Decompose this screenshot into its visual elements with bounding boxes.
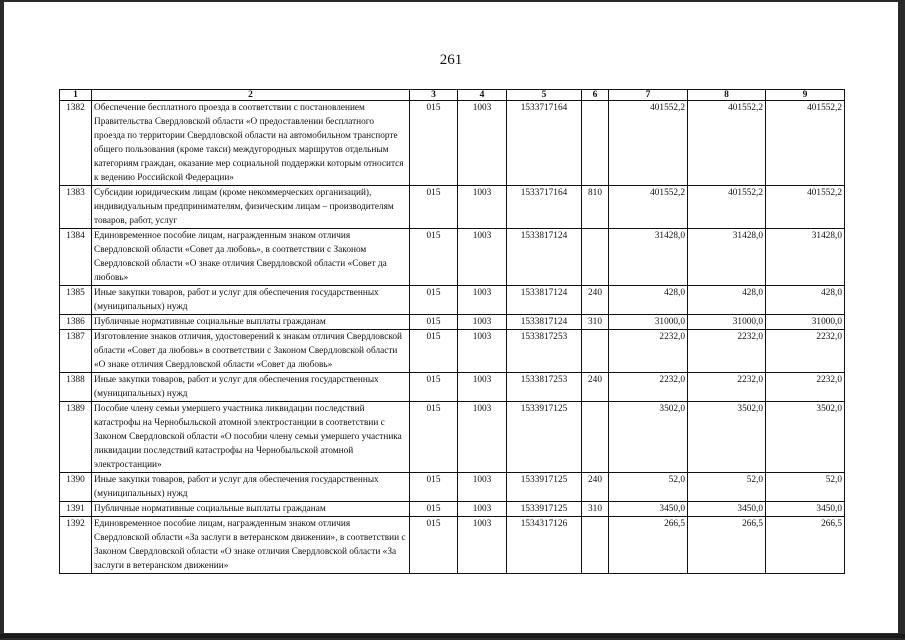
cell-col7: 2232,0 — [609, 373, 688, 402]
row-number: 1382 — [60, 101, 92, 186]
cell-col9: 52,0 — [766, 473, 845, 502]
row-description: Публичные нормативные социальные выплаты гражданам — [92, 315, 410, 330]
cell-col3: 015 — [410, 502, 458, 517]
cell-col6: 240 — [582, 286, 609, 315]
cell-col8: 52,0 — [688, 473, 766, 502]
cell-col8: 2232,0 — [688, 330, 766, 373]
cell-col7: 428,0 — [609, 286, 688, 315]
row-number: 1384 — [60, 229, 92, 286]
cell-col6 — [582, 517, 609, 574]
row-number: 1390 — [60, 473, 92, 502]
cell-col7: 52,0 — [609, 473, 688, 502]
cell-col3: 015 — [410, 101, 458, 186]
cell-col5: 1533817124 — [507, 286, 582, 315]
cell-col5: 1534317126 — [507, 517, 582, 574]
cell-col7: 401552,2 — [609, 101, 688, 186]
table-row — [60, 402, 845, 473]
row-description: Изготовление знаков отличия, удостоверений к знакам отличия Свердловской области «Совет да любовь» в соответствии с Законом Свердловской области «О знаке отличия Свердловской области «Совет да любовь» — [92, 330, 410, 373]
cell-col9: 3502,0 — [766, 402, 845, 473]
cell-col9: 401552,2 — [766, 186, 845, 229]
cell-col9: 266,5 — [766, 517, 845, 574]
cell-col5: 1533817253 — [507, 373, 582, 402]
row-number: 1388 — [60, 373, 92, 402]
cell-col3: 015 — [410, 517, 458, 574]
page-number: 261 — [439, 52, 463, 68]
table-row — [60, 502, 845, 517]
cell-col7: 31428,0 — [609, 229, 688, 286]
row-number: 1385 — [60, 286, 92, 315]
cell-col3: 015 — [410, 330, 458, 373]
row-number: 1392 — [60, 517, 92, 574]
cell-col9: 31428,0 — [766, 229, 845, 286]
cell-col7: 31000,0 — [609, 315, 688, 330]
cell-col4: 1003 — [458, 402, 507, 473]
cell-col7: 2232,0 — [609, 330, 688, 373]
cell-col4: 1003 — [458, 373, 507, 402]
column-header: 4 — [458, 90, 507, 101]
table-row — [60, 330, 845, 373]
cell-col4: 1003 — [458, 286, 507, 315]
row-description: Иные закупки товаров, работ и услуг для обеспечения государственных (муниципальных) нужд — [92, 286, 410, 315]
cell-col5: 1533917125 — [507, 402, 582, 473]
cell-col6: 240 — [582, 473, 609, 502]
column-header: 9 — [766, 90, 845, 101]
row-description: Иные закупки товаров, работ и услуг для обеспечения государственных (муниципальных) нужд — [92, 373, 410, 402]
cell-col7: 3450,0 — [609, 502, 688, 517]
cell-col4: 1003 — [458, 101, 507, 186]
column-header: 8 — [688, 90, 766, 101]
cell-col4: 1003 — [458, 330, 507, 373]
cell-col6 — [582, 402, 609, 473]
row-description: Иные закупки товаров, работ и услуг для обеспечения государственных (муниципальных) нужд — [92, 473, 410, 502]
cell-col5: 1533717164 — [507, 186, 582, 229]
cell-col3: 015 — [410, 229, 458, 286]
cell-col6: 810 — [582, 186, 609, 229]
cell-col3: 015 — [410, 373, 458, 402]
scan-edge — [0, 634, 905, 638]
row-description: Субсидии юридическим лицам (кроме некоммерческих организаций), индивидуальным предпринимателям, физическим лицам – производителям товаров, работ, услуг — [92, 186, 410, 229]
row-number: 1383 — [60, 186, 92, 229]
row-description: Единовременное пособие лицам, награжденным знаком отличия Свердловской области «Совет да любовь», в соответствии с Законом Свердловской области «О знаке отличия Свердловской области «Совет да любовь» — [92, 229, 410, 286]
cell-col7: 266,5 — [609, 517, 688, 574]
cell-col5: 1533917125 — [507, 502, 582, 517]
table-row — [60, 286, 845, 315]
column-header: 5 — [507, 90, 582, 101]
cell-col6 — [582, 101, 609, 186]
cell-col7: 401552,2 — [609, 186, 688, 229]
cell-col6 — [582, 330, 609, 373]
document-page — [4, 2, 898, 633]
row-description: Обеспечение бесплатного проезда в соответствии с постановлением Правительства Свердловской области «О предоставлении бесплатного проезда по территории Свердловской области на автомобильном транспорте общего пользования (кроме такси) междугородных маршрутов отдельным категориям граждан, оказание мер социальной поддержки которым относится к ведению Российской Федерации» — [92, 101, 410, 186]
cell-col9: 2232,0 — [766, 330, 845, 373]
row-number: 1391 — [60, 502, 92, 517]
cell-col5: 1533817253 — [507, 330, 582, 373]
cell-col5: 1533817124 — [507, 315, 582, 330]
row-description: Публичные нормативные социальные выплаты гражданам — [92, 502, 410, 517]
cell-col8: 401552,2 — [688, 186, 766, 229]
cell-col9: 428,0 — [766, 286, 845, 315]
cell-col8: 428,0 — [688, 286, 766, 315]
cell-col8: 2232,0 — [688, 373, 766, 402]
column-header: 6 — [582, 90, 609, 101]
cell-col8: 266,5 — [688, 517, 766, 574]
cell-col4: 1003 — [458, 473, 507, 502]
cell-col3: 015 — [410, 286, 458, 315]
budget-table — [59, 89, 845, 574]
table-row — [60, 517, 845, 574]
cell-col5: 1533817124 — [507, 229, 582, 286]
column-header: 7 — [609, 90, 688, 101]
column-header: 3 — [410, 90, 458, 101]
table-row — [60, 373, 845, 402]
cell-col8: 3450,0 — [688, 502, 766, 517]
row-description: Пособие члену семьи умершего участника ликвидации последствий катастрофы на Чернобыльской атомной электростанции в соответствии с Законом Свердловской области «О пособии члену семьи умершего участника ликвидации последствий катастрофы на Чернобыльской атомной электростанции» — [92, 402, 410, 473]
cell-col3: 015 — [410, 402, 458, 473]
cell-col5: 1533717164 — [507, 101, 582, 186]
cell-col8: 401552,2 — [688, 101, 766, 186]
cell-col4: 1003 — [458, 502, 507, 517]
cell-col3: 015 — [410, 473, 458, 502]
table-row — [60, 186, 845, 229]
cell-col4: 1003 — [458, 186, 507, 229]
cell-col4: 1003 — [458, 517, 507, 574]
cell-col9: 2232,0 — [766, 373, 845, 402]
cell-col6 — [582, 229, 609, 286]
cell-col6: 310 — [582, 315, 609, 330]
header-row — [60, 90, 845, 101]
cell-col4: 1003 — [458, 315, 507, 330]
column-header: 1 — [60, 90, 92, 101]
cell-col8: 31428,0 — [688, 229, 766, 286]
cell-col5: 1533917125 — [507, 473, 582, 502]
table-row — [60, 229, 845, 286]
cell-col6: 310 — [582, 502, 609, 517]
cell-col6: 240 — [582, 373, 609, 402]
row-description: Единовременное пособие лицам, награжденным знаком отличия Свердловской области «За заслуги в ветеранском движении», в соответствии с Законом Свердловской области «О знаке отличия Свердловской области «За заслуги в ветеранском движении» — [92, 517, 410, 574]
cell-col9: 3450,0 — [766, 502, 845, 517]
cell-col3: 015 — [410, 315, 458, 330]
table-row — [60, 101, 845, 186]
cell-col9: 401552,2 — [766, 101, 845, 186]
cell-col7: 3502,0 — [609, 402, 688, 473]
column-header: 2 — [92, 90, 410, 101]
cell-col8: 3502,0 — [688, 402, 766, 473]
row-number: 1386 — [60, 315, 92, 330]
cell-col4: 1003 — [458, 229, 507, 286]
row-number: 1387 — [60, 330, 92, 373]
cell-col8: 31000,0 — [688, 315, 766, 330]
row-number: 1389 — [60, 402, 92, 473]
table-row — [60, 315, 845, 330]
cell-col9: 31000,0 — [766, 315, 845, 330]
cell-col3: 015 — [410, 186, 458, 229]
table-row — [60, 473, 845, 502]
